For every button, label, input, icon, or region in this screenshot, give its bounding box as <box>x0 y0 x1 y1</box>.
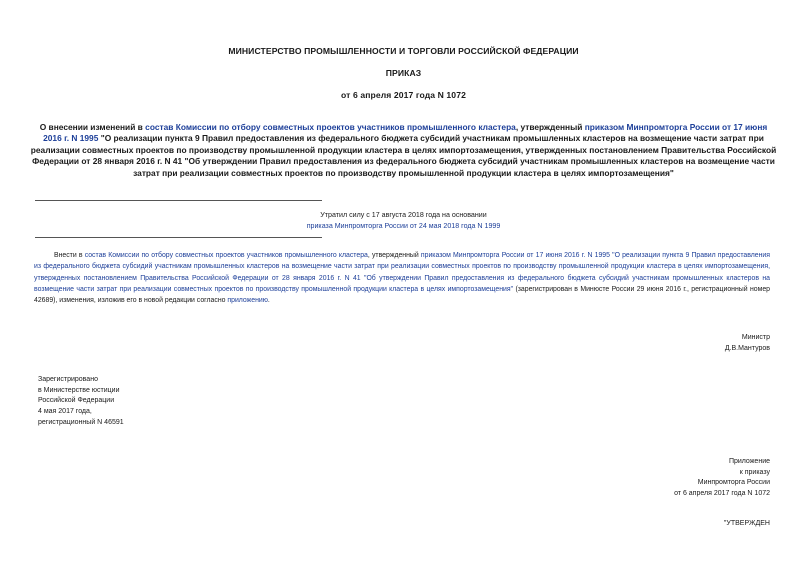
appendix-line-2: к приказу <box>739 468 770 476</box>
ministry-heading: МИНИСТЕРСТВО ПРОМЫШЛЕННОСТИ И ТОРГОВЛИ РОССИЙСКОЙ ФЕДЕРАЦИИ <box>228 46 579 56</box>
registration-line-2: в Министерстве юстиции <box>38 386 120 394</box>
signature-block <box>725 333 770 354</box>
document-title <box>30 122 777 179</box>
doc-date-number: от 6 апреля 2017 года N 1072 <box>341 90 466 100</box>
divider-bottom <box>35 237 322 238</box>
signature-name: Д.В.Мантуров <box>724 344 770 352</box>
title-text-1: О внесении изменений в <box>39 122 146 132</box>
body-link-appendix[interactable]: приложению <box>227 297 268 305</box>
registration-line-3: Российской Федерации <box>38 397 115 405</box>
registration-block <box>38 375 124 429</box>
body-text-2: , утвержденный <box>367 252 421 259</box>
signature-position: Министр <box>741 334 770 341</box>
registration-line-4: 4 мая 2017 года, <box>38 408 92 416</box>
body-paragraph <box>34 250 770 306</box>
appendix-block <box>674 457 770 500</box>
body-link-order[interactable]: приказом Минпромторга России от 17 июня 2016 г. N 1995 "О реализации пункта 9 Правил предоставления из федерального бюджета субсидий участникам промышленных кластеров на возмещение части затрат при реализации совместных проектов по производству промышленной продукции кластера в целях импортозамещения, утвержденных постановлением Правительства Российской Федерации от 28 января 2016 г. N 41 "Об утверждении Правил предоставления из федерального бюджета субсидий участникам промышленных кластеров на возмещение части затрат при реализации совместных проектов по производству промышленной продукции кластера в целях импортозамещения" <box>34 252 770 293</box>
title-link-commission[interactable]: состав Комиссии по отбору совместных проектов участников промышленного кластера <box>145 122 516 132</box>
registration-line-1: Зарегистрировано <box>38 376 98 383</box>
registration-line-5: регистрационный N 46591 <box>38 418 124 426</box>
approved-heading: "УТВЕРЖДЕН <box>723 520 770 527</box>
appendix-line-1: Приложение <box>728 458 770 465</box>
lost-force-note: Утратил силу с 17 августа 2018 года на основании <box>320 211 487 219</box>
title-text-2: , утвержденный <box>515 122 585 132</box>
appendix-line-3: Минпромторга России <box>697 479 770 487</box>
body-link-commission[interactable]: состав Комиссии по отбору совместных проектов участников промышленного кластера <box>84 252 368 259</box>
body-text-1: Внести в <box>54 252 85 259</box>
lost-force-link[interactable]: приказа Минпромторга России от 24 мая 2018 года N 1999 <box>306 222 501 230</box>
body-text-4: . <box>267 297 270 305</box>
body-text-3: (зарегистрирован в Минюсте России 29 июня 2016 г., регистрационный номер 42689), изменения, изложив его в новой редакции согласно <box>34 285 770 305</box>
appendix-line-4: от 6 апреля 2017 года N 1072 <box>674 490 770 498</box>
divider-top <box>35 200 322 201</box>
title-link-order[interactable]: приказом Минпромторга России от 17 июня 2016 г. N 1995 <box>43 122 768 144</box>
title-text-3: "О реализации пункта 9 Правил предоставления из федерального бюджета субсидий участникам промышленных кластеров на возмещение части затрат при реализации совместных проектов по производству промышленной продукции кластера в целях импортозамещения, утвержденных постановлением Правительства Российской Федерации от 28 января 2016 г. N 41 "Об утверждении Правил предоставления из федерального бюджета субсидий участникам промышленных кластеров на возмещение части затрат при реализации совместных проектов по производству промышленной продукции кластера в целях импортозамещения" <box>30 133 777 178</box>
doc-type-heading: ПРИКАЗ <box>385 68 422 78</box>
